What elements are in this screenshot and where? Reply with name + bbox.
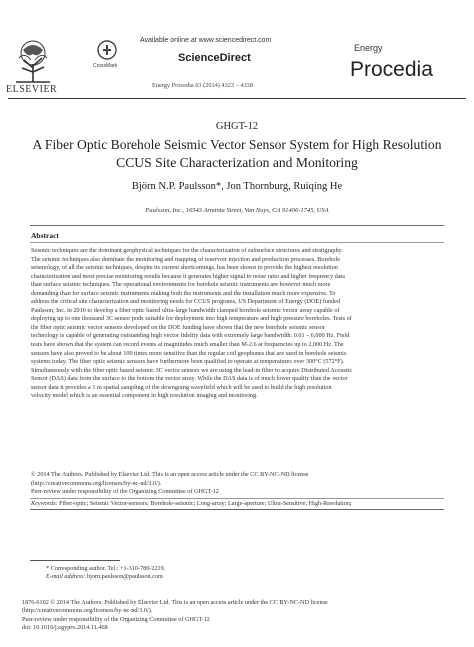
copyright-line: © 2014 The Authors. Published by Elsevier Ltd. This is an open access article under the CC BY-NC-ND license (31, 471, 309, 478)
abstract-line: Simultaneously with the fiber optic based seismic 3C vector sensors we are using the lead-in fiber to acquire Distributed Acoustic (31, 366, 353, 374)
footnote-rule (30, 560, 120, 561)
header-divider (8, 98, 466, 99)
available-online-text: Available online at www.sciencedirect.com (140, 37, 272, 44)
crossmark-label: CrossMark (93, 63, 118, 69)
abstract-license (31, 471, 444, 497)
crossmark-icon[interactable] (97, 40, 117, 60)
abstract-line: Seismic techniques are the dominant geophysical techniques for the characterization of subsurface structures and stratigraphy. (31, 247, 343, 254)
email-address[interactable]: bjorn.paulsson@paulsson.com (87, 573, 163, 580)
author-email-line (46, 573, 163, 580)
footer-peer-review: Peer-review under responsibility of the Organizing Committee of GHGT-12 (22, 615, 210, 623)
abstract-heading-rule (30, 242, 444, 243)
author-list: Björn N.P. Paulsson*, Jon Thornburg, Ruiqing He (131, 181, 343, 192)
abstract-line: deploying up to one thousand 3C sensor pods suitable for deployment into high temperature and high pressure boreholes. Tests of (31, 315, 352, 323)
elsevier-tree-logo (10, 38, 56, 84)
sciencedirect-title: ScienceDirect (178, 52, 251, 64)
paper-title: A Fiber Optic Borehole Seismic Vector Sensor System for High Resolution CCUS Site Characterization and Monitoring (32, 137, 442, 170)
journal-name-energy: Energy (354, 43, 383, 53)
front-matter-footer (22, 599, 462, 633)
journal-citation: Energy Procedia 63 (2014) 4323 – 4338 (152, 82, 253, 89)
journal-name-procedia: Procedia (350, 58, 433, 81)
abstract-line: Sensor (DAS) data from the surface to the bottom the vector array. While the DAS data is of much lower quality than the vector (31, 375, 348, 383)
abstract-line: the fiber optic seismic vector sensors developed on the DOE funding have shown that the new borehole seismic sensor (31, 323, 325, 331)
email-label: E-mail address: (46, 573, 86, 580)
abstract-line: Paulsson, Inc. in 2010 to develop a fiber optic based ultra-large bandwidth clamped borehole seismic vector array capable of (31, 306, 340, 314)
abstract-line: address the critical site characterization and monitoring needs for CCUS programs, US Department of Energy (DOE) funded (31, 298, 340, 306)
abstract-body (31, 247, 444, 401)
doi-line[interactable]: doi: 10.1016/j.egypro.2014.11.468 (22, 624, 108, 632)
keywords-line (31, 500, 444, 507)
keywords-top-rule (30, 498, 444, 499)
abstract-line: systems today. The fiber optic seismic sensors have furthermore been qualified to operate at temperatures over 300°C (572°F). (31, 358, 345, 366)
peer-review-line: Peer-review under responsibility of the Organizing Committee of GHGT-12 (31, 488, 219, 495)
publisher-name: ELSEVIER (6, 84, 58, 95)
abstract-line: sensors have also proved to be about 100 times more sensitive than the regular coil geophones that are used in borehole seismic (31, 349, 347, 357)
abstract-line: technology is capable of generating outstanding high vector fidelity data with extremely large bandwidth: 0.01 – 6,000 Hz. Field (31, 332, 350, 340)
abstract-heading: Abstract (31, 231, 59, 240)
keywords-bottom-rule (30, 509, 444, 510)
abstract-line: seismology, of all the seismic techniques, despite its current shortcomings, has been shown to provide the highest resolution (31, 264, 338, 272)
abstract-top-rule (30, 225, 444, 226)
license-link[interactable]: (http://creativecommons.org/licenses/by-nc-nd/3.0/). (31, 479, 162, 487)
issn-line: 1876-6102 © 2014 The Authors. Published by Elsevier Ltd. This is an open access article under the CC BY-NC-ND license (22, 599, 328, 606)
abstract-line: demanding than for surface seismic instruments making both the instruments and the installation much more expensive. To (31, 289, 336, 297)
abstract-line: tests have shown that the system can record events at magnitudes much smaller than M-2.6 at frequencies up to 2,000 Hz. The (31, 341, 344, 349)
abstract-line: The seismic techniques also dominate the monitoring and mapping of reservoir injection and production processes. Borehole (31, 255, 340, 263)
keywords-list: Fiber-optic; Seismic Vector-sensors; Borehole-seismic; Long-array; Large-aperture; Ultra-Sensitive; High-Resolution; (59, 500, 352, 507)
author-affiliation: Paulsson, Inc., 16543 Arminta Street, Van Nuys, CA 91406-1745, USA (145, 207, 329, 214)
corresponding-author: * Corresponding author. Tel.: +1-310-780-2219. (46, 565, 166, 572)
abstract-line: than surface seismic techniques. The operational environments for borehole seismic instruments are however much more (31, 281, 331, 289)
keywords-label: Keywords: (31, 500, 58, 507)
footer-license-link[interactable]: (http://creativecommons.org/licenses/by-nc-nd/3.0/). (22, 607, 153, 615)
abstract-line: sensor data it provides a 1 m spatial sampling of the downgoing wavefield which will be used to build the high resolution (31, 383, 332, 391)
abstract-line: characterization and most precise monitoring results because it generates higher signal to noise ratio and higher frequency data (31, 272, 345, 280)
conference-label: GHGT-12 (215, 121, 259, 132)
abstract-line: velocity model which is an essential component in high resolution imaging and monitoring. (31, 392, 258, 400)
